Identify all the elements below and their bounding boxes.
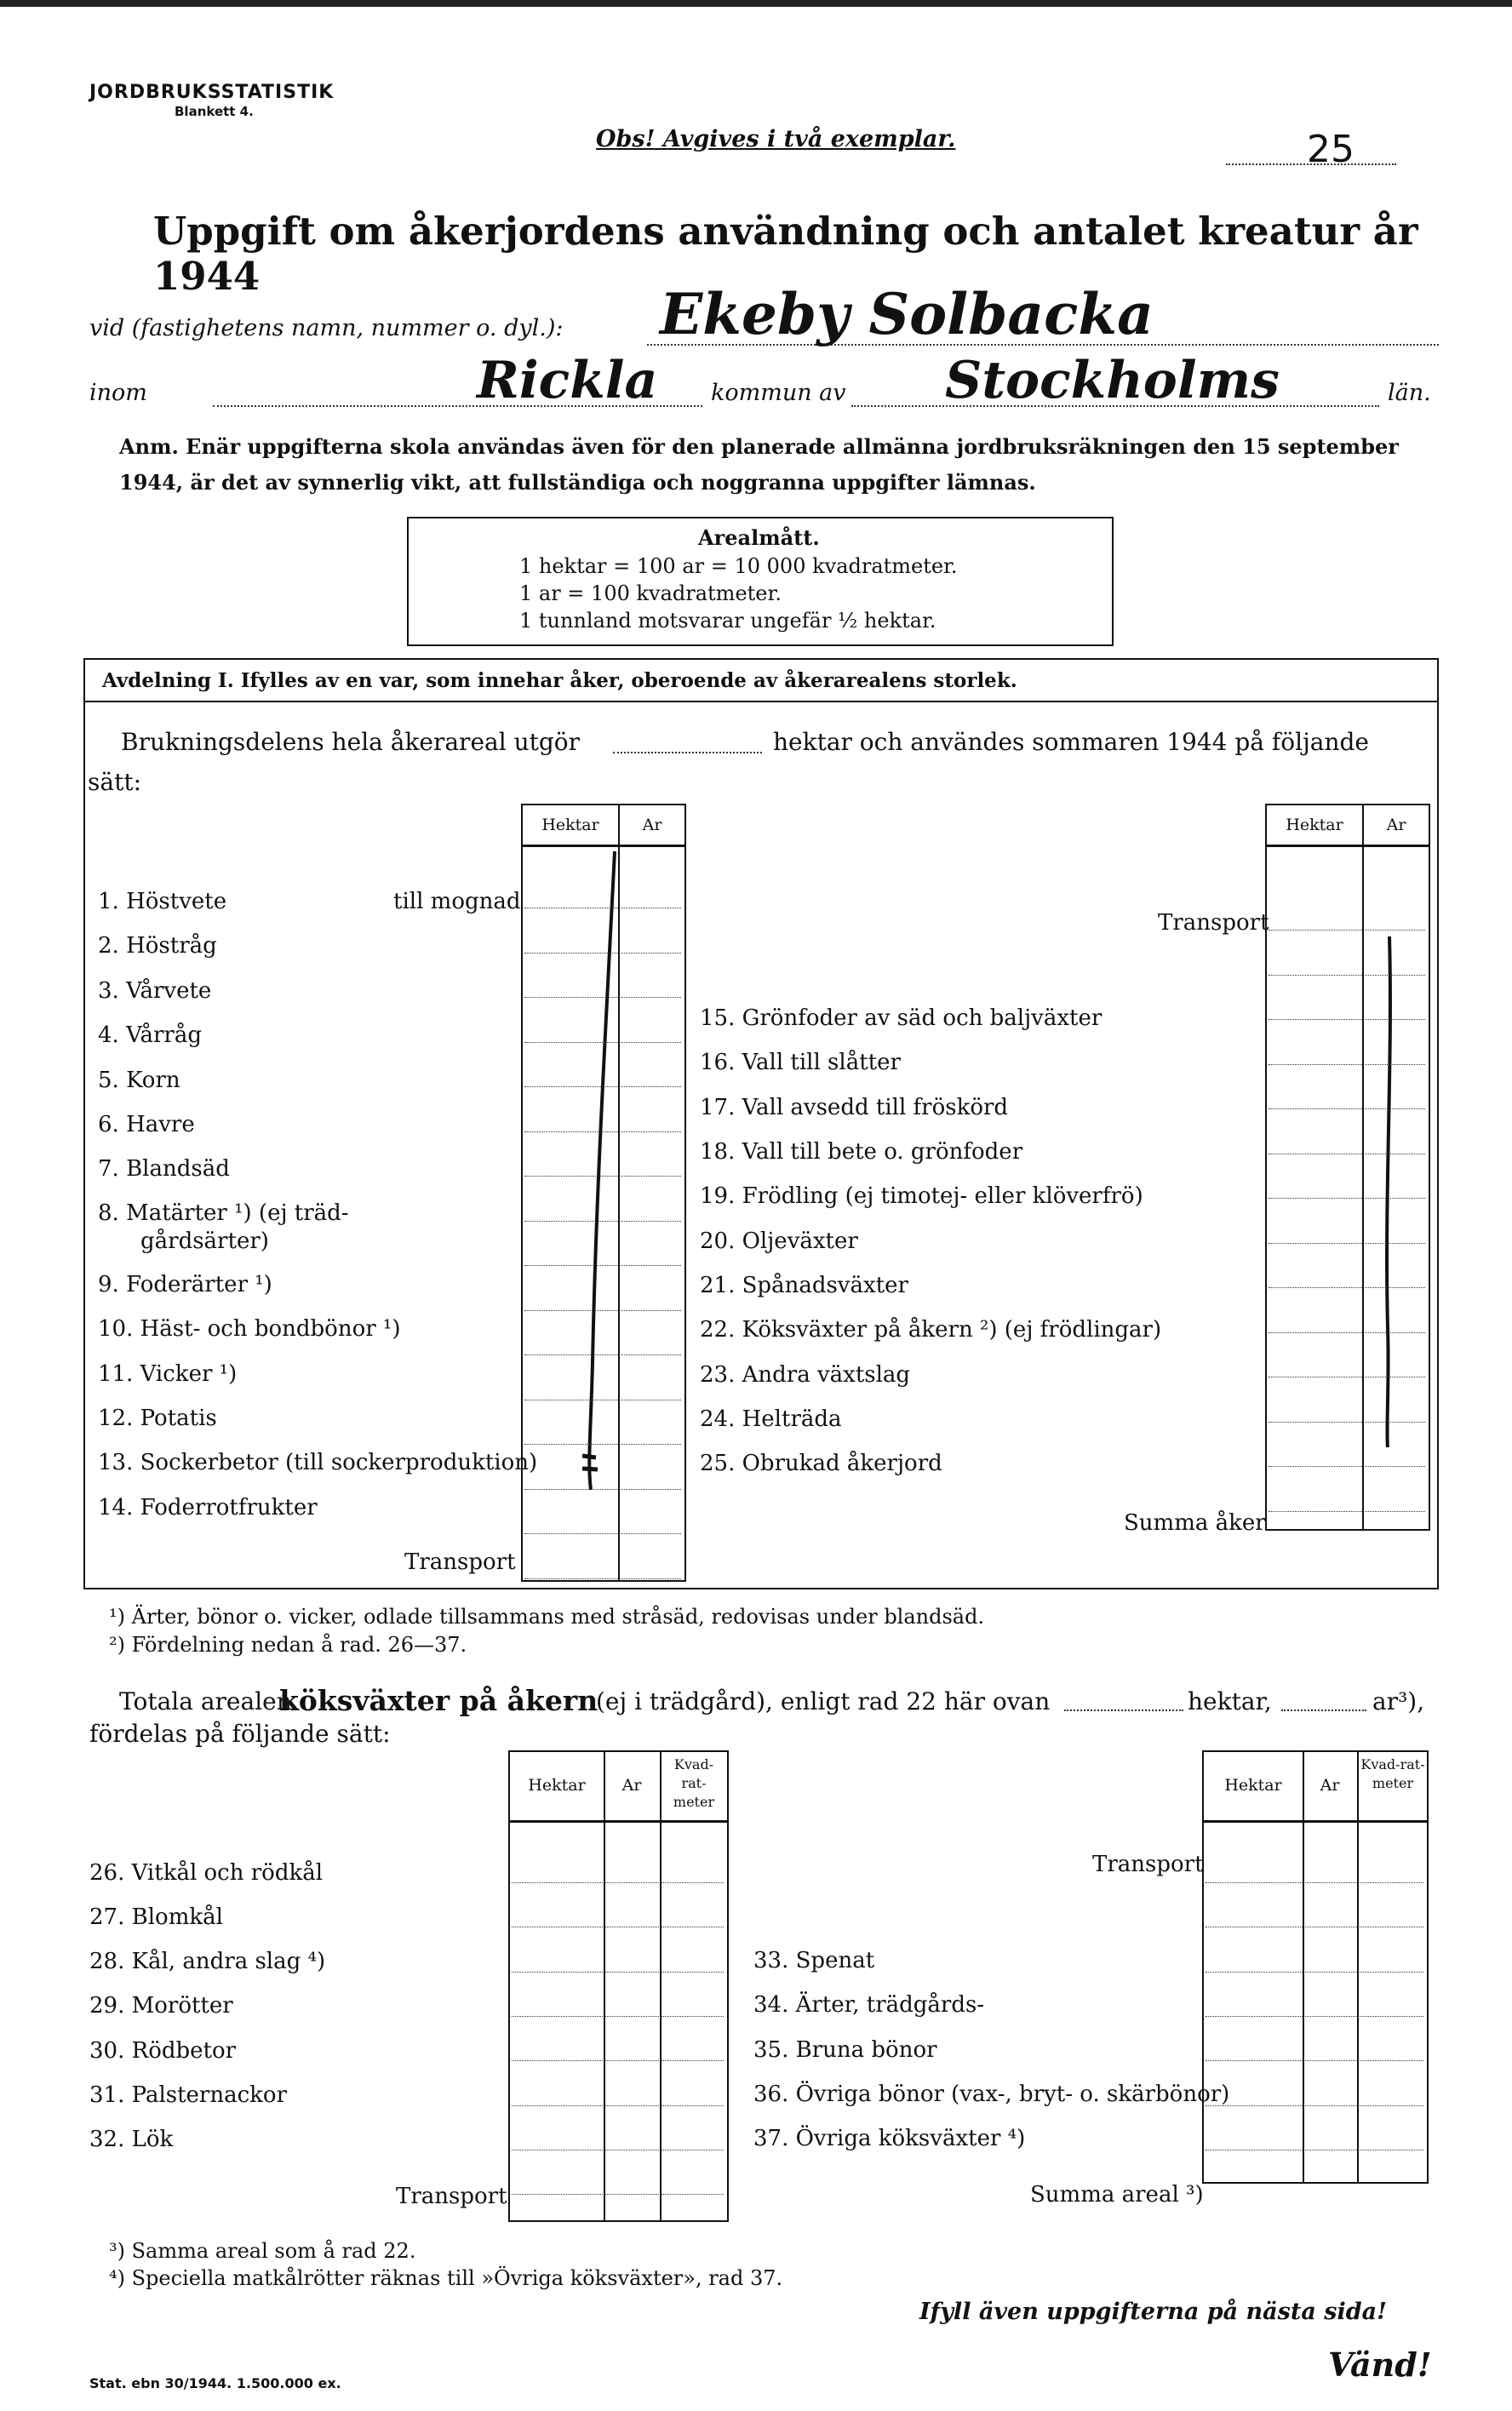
table-row-line bbox=[524, 1265, 681, 1266]
table-row-line bbox=[1269, 1466, 1425, 1467]
row-5-label: 5. Korn bbox=[98, 1068, 180, 1093]
row-33-label: 33. Spenat bbox=[753, 1948, 875, 1973]
row-15-label: 15. Grönfoder av säd och baljväxter bbox=[700, 1005, 1102, 1031]
row-1-label: 1. Höstvete bbox=[98, 889, 227, 914]
table-row-line bbox=[1206, 1972, 1423, 1973]
row-25-label: 25. Obrukad åkerjord bbox=[700, 1451, 942, 1476]
table-row-line bbox=[512, 2194, 724, 2195]
table-row-line bbox=[524, 1578, 681, 1579]
footnote-4: ⁴) Speciella matkålrötter räknas till »Övriga köksväxter», rad 37. bbox=[109, 2266, 783, 2290]
row-11-label: 11. Vicker ¹) bbox=[98, 1361, 238, 1387]
row-2-label: 2. Höstråg bbox=[98, 933, 217, 959]
table-row-line bbox=[524, 1354, 681, 1355]
table-row-line bbox=[1269, 1198, 1425, 1199]
s2-transport-right: Transport bbox=[1092, 1852, 1204, 1877]
row-27-label: 27. Blomkål bbox=[89, 1904, 223, 1930]
row-16-label: 16. Vall till slåtter bbox=[700, 1050, 901, 1075]
section2-intro-b: köksväxter på åkern bbox=[279, 1684, 598, 1717]
table-row-line bbox=[1269, 930, 1425, 931]
table-row-line bbox=[1206, 2016, 1423, 2017]
fill-next-page: Ifyll även uppgifterna på nästa sida! bbox=[919, 2299, 1387, 2325]
s2-hektar-line bbox=[1064, 1709, 1183, 1711]
kommun-value: Rickla bbox=[477, 351, 658, 410]
table-row-line bbox=[512, 2060, 724, 2061]
inom-label: inom bbox=[89, 380, 147, 406]
note-text: Anm. Enär uppgifterna skola användas även för den planerade allmänna jordbruksräkningen den 15 september 1944, är det av synnerlig vikt, att fullständiga och noggranna uppgifter lämnas. bbox=[119, 434, 1399, 495]
table-row-line bbox=[512, 2016, 724, 2017]
table-row-line bbox=[524, 1533, 681, 1534]
table-row-line bbox=[1269, 975, 1425, 976]
row-18-label: 18. Vall till bete o. grönfoder bbox=[700, 1139, 1023, 1165]
table-row-line bbox=[524, 1131, 681, 1132]
row-26-label: 26. Vitkål och rödkål bbox=[89, 1860, 324, 1886]
row-28-label: 28. Kål, andra slag ⁴) bbox=[89, 1949, 326, 1974]
table-row-line bbox=[512, 1972, 724, 1973]
property-label: vid (fastighetens namn, nummer o. dyl.): bbox=[89, 315, 564, 341]
table-row-line bbox=[1269, 1287, 1425, 1288]
row-30-label: 30. Rödbetor bbox=[89, 2038, 237, 2064]
table-row-line bbox=[1269, 1332, 1425, 1333]
col-hektar: Hektar bbox=[541, 816, 599, 834]
row-36-label: 36. Övriga bönor (vax-, bryt- o. skärbönor) bbox=[753, 2082, 1230, 2107]
till-mognad: till mognad bbox=[393, 889, 521, 914]
kommun-label: kommun av bbox=[711, 380, 846, 406]
col-hektar-right: Hektar bbox=[1286, 816, 1343, 834]
series-label: JORDBRUKSSTATISTIK bbox=[89, 82, 335, 103]
page-number: 25 bbox=[1307, 128, 1354, 171]
row-8-cont: gårdsärter) bbox=[140, 1228, 269, 1254]
section2-intro-f: fördelas på följande sätt: bbox=[89, 1720, 391, 1748]
row-10-label: 10. Häst- och bondbönor ¹) bbox=[98, 1316, 401, 1342]
table-row-line bbox=[1269, 1511, 1425, 1512]
table-row-line bbox=[1269, 1422, 1425, 1423]
summa-areal: Summa areal ³) bbox=[1030, 2182, 1204, 2208]
section2-right-table bbox=[1202, 1750, 1429, 2184]
footnote-3: ³) Samma areal som å rad 22. bbox=[109, 2239, 416, 2263]
table-row-line bbox=[512, 2105, 724, 2106]
summa-aker: Summa åker bbox=[1124, 1510, 1266, 1536]
table-row-line bbox=[524, 997, 681, 998]
s2r-col-ar: Ar bbox=[1320, 1776, 1340, 1795]
table-row-line bbox=[1269, 1064, 1425, 1065]
property-value: Ekeby Solbacka bbox=[660, 281, 1154, 347]
top-rule bbox=[0, 0, 1512, 7]
row-7-label: 7. Blandsäd bbox=[98, 1156, 230, 1182]
row-13-label: 13. Sockerbetor (till sockerproduktion) bbox=[98, 1450, 538, 1475]
section1-heading: Avdelning I. Ifylles av en var, som innehar åker, oberoende av åkerarealens storlek. bbox=[102, 669, 1017, 692]
section1-intro-b: hektar och användes sommaren 1944 på följande bbox=[773, 728, 1369, 756]
s2-ar-line bbox=[1281, 1709, 1366, 1711]
col-ar: Ar bbox=[642, 816, 662, 834]
s2-col-hektar: Hektar bbox=[528, 1776, 586, 1795]
print-info: Stat. ebn 30/1944. 1.500.000 ex. bbox=[89, 2375, 341, 2391]
row-29-label: 29. Morötter bbox=[89, 1993, 233, 2019]
table-row-line bbox=[1269, 1019, 1425, 1020]
table-row-line bbox=[512, 1882, 724, 1883]
table-row-line bbox=[1206, 1882, 1423, 1883]
lan-value: Stockholms bbox=[945, 351, 1280, 410]
section1-intro-c: sätt: bbox=[88, 768, 141, 796]
row-3-label: 3. Vårvete bbox=[98, 978, 212, 1004]
row-17-label: 17. Vall avsedd till fröskörd bbox=[700, 1095, 1009, 1120]
turn-over: Vänd! bbox=[1328, 2345, 1432, 2384]
row-4-label: 4. Vårråg bbox=[98, 1022, 202, 1048]
row-8-label: 8. Matärter ¹) (ej träd- bbox=[98, 1200, 349, 1226]
row-32-label: 32. Lök bbox=[89, 2127, 174, 2152]
row-37-label: 37. Övriga köksväxter ⁴) bbox=[753, 2126, 1026, 2151]
s2r-col-kvad: Kvad-rat-meter bbox=[1360, 1756, 1425, 1791]
row-24-label: 24. Helträda bbox=[700, 1406, 842, 1432]
s2r-col-hektar: Hektar bbox=[1224, 1776, 1282, 1795]
page-title: Uppgift om åkerjordens användning och antalet kreatur år 1944 bbox=[153, 209, 1418, 299]
table-row-line bbox=[1269, 1243, 1425, 1244]
row-31-label: 31. Palsternackor bbox=[89, 2082, 288, 2108]
transport-left: Transport bbox=[404, 1549, 516, 1575]
table-row-line bbox=[524, 1444, 681, 1445]
section2-intro-e: ar³), bbox=[1372, 1687, 1425, 1715]
row-12-label: 12. Potatis bbox=[98, 1406, 217, 1431]
section2-intro-a: Totala arealen bbox=[119, 1687, 292, 1715]
footnote-1: ¹) Ärter, bönor o. vicker, odlade tillsammans med stråsäd, redovisas under blandsäd. bbox=[109, 1605, 985, 1629]
form-label: Blankett 4. bbox=[175, 104, 254, 119]
table-row-line bbox=[524, 1042, 681, 1043]
table-row-line bbox=[1206, 2060, 1423, 2061]
s2-col-kvad: Kvad-rat-meter bbox=[673, 1756, 715, 1810]
areal-line-1: 1 hektar = 100 ar = 10 000 kvadratmeter. bbox=[519, 554, 958, 578]
areal-title: Arealmått. bbox=[698, 525, 820, 550]
notice-text: Obs! Avgives i två exemplar. bbox=[596, 126, 956, 152]
transport-right: Transport bbox=[1158, 910, 1269, 936]
row-14-label: 14. Foderrotfrukter bbox=[98, 1495, 318, 1520]
areal-box bbox=[407, 517, 1114, 646]
table-row-line bbox=[1206, 2105, 1423, 2106]
table-row-line bbox=[524, 953, 681, 954]
areal-line-3: 1 tunnland motsvarar ungefär ½ hektar. bbox=[519, 609, 936, 633]
row-20-label: 20. Oljeväxter bbox=[700, 1228, 858, 1254]
row-35-label: 35. Bruna bönor bbox=[753, 2037, 937, 2063]
table-row-line bbox=[524, 1176, 681, 1177]
row-19-label: 19. Frödling (ej timotej- eller klöverfrö) bbox=[700, 1183, 1143, 1209]
table-row-line bbox=[524, 1489, 681, 1490]
col-ar-right: Ar bbox=[1386, 816, 1406, 834]
areal-line-2: 1 ar = 100 kvadratmeter. bbox=[519, 581, 782, 605]
section2-left-table bbox=[508, 1750, 729, 2222]
s2-transport-left: Transport bbox=[396, 2184, 507, 2209]
section1-heading-rule bbox=[83, 701, 1439, 702]
section2-intro-d: hektar, bbox=[1188, 1687, 1272, 1715]
table-row-line bbox=[1269, 1108, 1425, 1109]
table-row-line bbox=[524, 1310, 681, 1311]
lan-label: län. bbox=[1388, 380, 1431, 406]
row-23-label: 23. Andra växtslag bbox=[700, 1362, 911, 1388]
row-34-label: 34. Ärter, trädgårds- bbox=[753, 1992, 985, 2018]
footnote-2: ²) Fördelning nedan å rad. 26—37. bbox=[109, 1633, 467, 1657]
row-22-label: 22. Köksväxter på åkern ²) (ej frödlingar) bbox=[700, 1317, 1162, 1343]
section1-intro-a: Brukningsdelens hela åkerareal utgör bbox=[121, 728, 581, 756]
section1-left-table bbox=[521, 804, 686, 1582]
s2-col-ar: Ar bbox=[621, 1776, 642, 1795]
section2-intro-c: (ej i trädgård), enligt rad 22 här ovan bbox=[596, 1687, 1051, 1715]
row-9-label: 9. Foderärter ¹) bbox=[98, 1272, 272, 1297]
table-row-line bbox=[524, 1221, 681, 1222]
table-row-line bbox=[524, 1086, 681, 1087]
row-6-label: 6. Havre bbox=[98, 1112, 195, 1137]
total-area-line bbox=[613, 752, 762, 753]
row-21-label: 21. Spånadsväxter bbox=[700, 1273, 908, 1298]
